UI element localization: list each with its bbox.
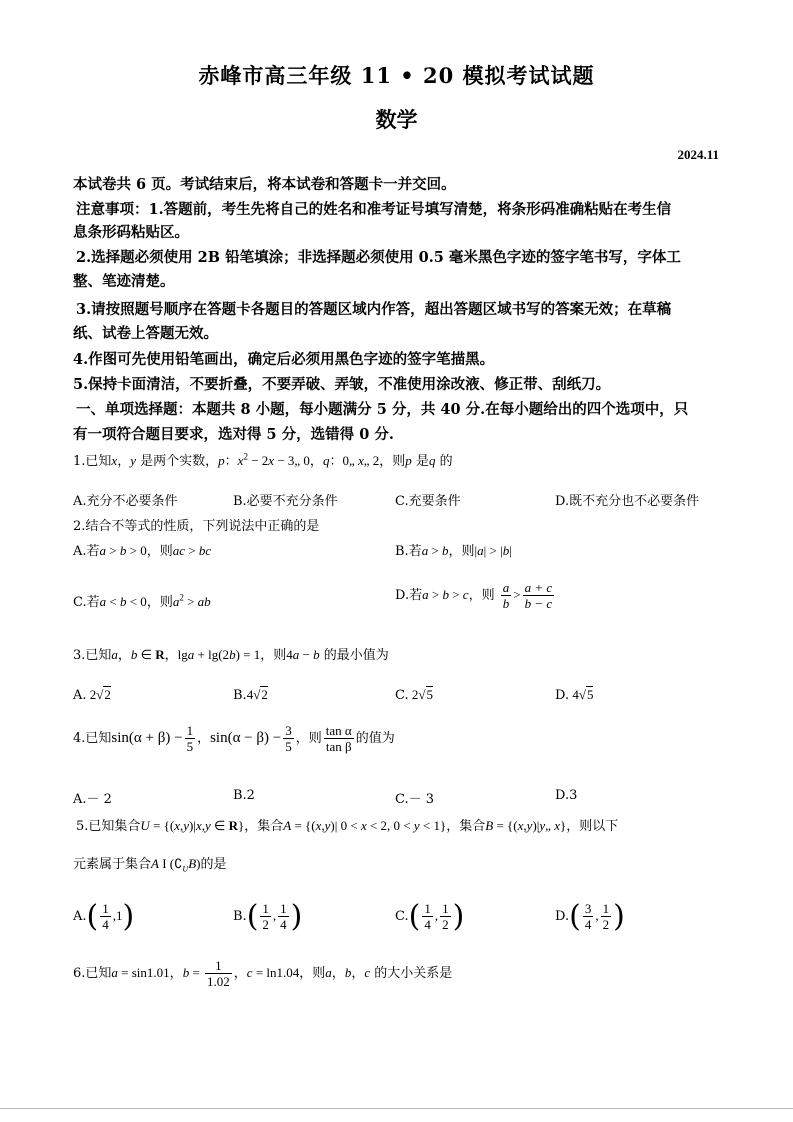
question-3-option-b[interactable]: B.4√2 [233,687,268,703]
question-6-stem: 6.已知a = sin1.01，b = $\frac{1}{1.02}$ ，c = ln1.04，则a，b，c 的大小关系是 [73,958,453,989]
note-2a: 2.选择题必须使用 2B 铅笔填涂；非选择题必须使用 0.5 毫米黑色字迹的签字笔书写，字体工 [76,249,681,266]
note-3a: 3.请按照题号顺序在答题卡各题目的答题区域内作答，超出答题区域书写的答案无效；在草稿 [76,301,672,318]
exam-date: 2024.11 [677,147,719,162]
page-bottom-divider [0,1108,793,1109]
question-1-option-b[interactable]: B.必要不充分条件 [233,494,338,509]
question-1-stem: 1.已知x，y 是两个实数，p：$x^2 - 2x$ − 3„ 0，q：0„ x„ 2，则p 是q 的 [73,451,453,469]
question-4-option-b[interactable]: B.2 [233,788,255,803]
note-1b: 息条形码粘贴区。 [73,224,189,241]
note-3b: 纸、试卷上答题无效。 [73,325,218,342]
question-4-option-a[interactable]: A.－ 2 [73,792,112,807]
question-5-option-a[interactable]: A.( $\frac{1}{4}$ ,1) [73,899,135,934]
note-1a: 注意事项：1.答题前，考生先将自己的姓名和准考证号填写清楚，将条形码准确粘贴在考生信 [76,201,672,218]
question-4-option-d[interactable]: D.3 [555,788,578,803]
question-2-option-d[interactable]: D.若a > b > c，则 $\frac{a}{b}$ > $\frac{a + c}{b - c}$ [395,580,553,611]
question-5-option-b[interactable]: B.( $\frac{1}{2}$ , $\frac{1}{4}$ ) [233,899,303,934]
question-2-option-b[interactable]: B.若a > b，则|a| > |b| [395,543,512,559]
note-5: 5.保持卡面清洁，不要折叠，不要弄破、弄皱，不准使用涂改液、修正带、刮纸刀。 [73,376,611,393]
question-2-option-c[interactable]: C.若a < b < 0，则$a^2$ > ab [73,592,211,610]
question-2-stem: 2.结合不等式的性质，下列说法中正确的是 [73,519,320,534]
section1-line2: 有一项符合题目要求，选对得 5 分，选错得 0 分. [73,426,394,443]
question-1-option-c[interactable]: C.充要条件 [395,494,461,509]
question-5-option-c[interactable]: C.( $\frac{1}{4}$ , $\frac{1}{2}$ ) [395,899,465,934]
question-4-option-c[interactable]: C.－ 3 [395,792,435,807]
question-2-option-a[interactable]: A.若a > b > 0，则ac > bc [73,543,212,559]
question-3-option-c[interactable]: C. 2√5 [395,687,434,703]
question-5-stem: 5.已知集合U = {(x,y)|x,y ∈ R}，集合A = {(x,y)| 0 < x < 2, 0 < y < 1}，集合B = {(x,y)|y„ x}，则以下 [76,818,619,834]
question-1-option-a[interactable]: A.充分不必要条件 [73,494,178,509]
intro-line: 本试卷共 6 页。考试结束后，将本试卷和答题卡一并交回。 [73,176,456,193]
question-3-option-a[interactable]: A. 2√2 [73,687,111,703]
subject-title: 数学 [375,107,418,132]
question-3-option-d[interactable]: D. 4√5 [555,687,594,703]
question-3-stem: 3.已知a，b ∈ R，lga + lg(2b) = 1，则4a − b 的最小值为 [73,647,389,663]
question-5-stem-line2: 元素属于集合A I $(∁_UB)$的是 [73,856,227,874]
note-2b: 整、笔迹清楚。 [73,273,175,290]
page-title: 赤峰市高三年级 11 • 20 模拟考试试题 [198,63,595,88]
note-4: 4.作图可先使用铅笔画出，确定后必须用黑色字迹的签字笔描黑。 [73,351,495,368]
question-4-stem: 4.已知sin(α + β) − $\frac{1}{5}$ ，sin(α − β) − $\frac{3}{5}$ ，则 $\frac{\text{tan α}}{\text{tan β}}$ 的值为 [73,723,395,754]
question-1-option-d[interactable]: D.既不充分也不必要条件 [555,494,700,509]
question-5-option-d[interactable]: D.( $\frac{3}{4}$ , $\frac{1}{2}$ ) [555,899,625,934]
section1-line1: 一、单项选择题：本题共 8 小题，每小题满分 5 分，共 40 分.在每小题给出的四个选项中，只 [76,401,689,418]
